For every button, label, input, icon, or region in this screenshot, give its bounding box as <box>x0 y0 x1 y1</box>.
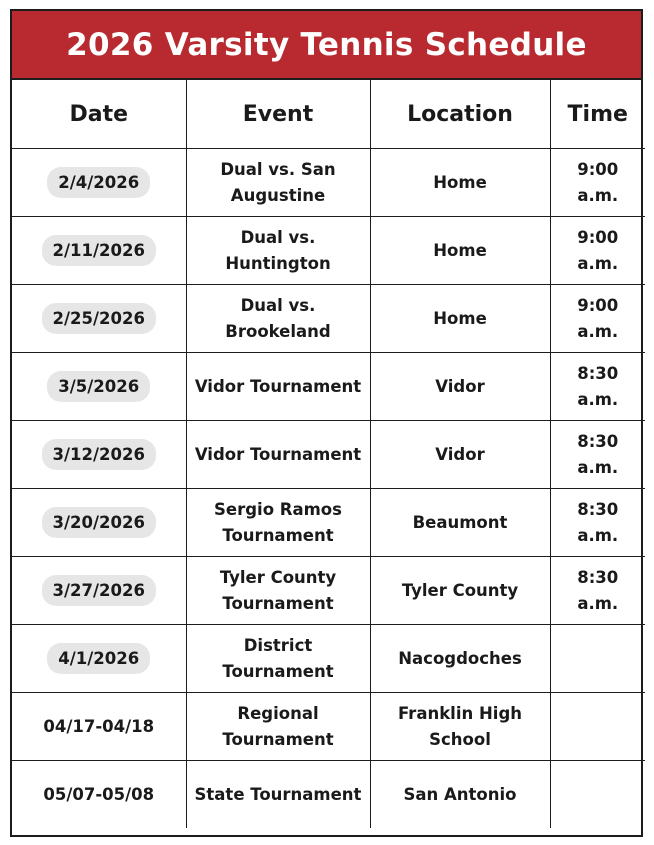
event-line: Vidor Tournament <box>194 376 362 396</box>
date-badge: 2/4/2026 <box>47 167 150 199</box>
location-line: School <box>429 729 491 749</box>
time-line: a.m. <box>577 253 619 273</box>
event-cell <box>186 149 370 217</box>
table-row <box>12 489 645 557</box>
table-row <box>12 421 645 489</box>
date-cell <box>12 149 186 217</box>
location-cell <box>370 761 550 829</box>
date-badge: 3/5/2026 <box>47 371 150 403</box>
table-row <box>12 625 645 693</box>
date-badge: 3/20/2026 <box>42 507 156 539</box>
time-cell <box>550 693 645 761</box>
location-text: San Antonio <box>403 784 517 804</box>
location-cell <box>370 489 550 557</box>
time-cell <box>550 285 645 353</box>
event-line: Dual vs. San <box>220 159 336 179</box>
date-badge: 2/11/2026 <box>42 235 156 267</box>
date-cell <box>12 693 186 761</box>
time-cell <box>550 489 645 557</box>
date-badge: 3/27/2026 <box>42 575 156 607</box>
location-line: Franklin High <box>397 703 523 723</box>
location-text: Home <box>433 172 487 192</box>
date-cell <box>12 557 186 625</box>
event-cell <box>186 217 370 285</box>
location-text: Vidor <box>435 444 485 464</box>
time-line: 9:00 <box>577 227 619 247</box>
location-cell <box>370 217 550 285</box>
schedule-title: 2026 Varsity Tennis Schedule <box>12 11 641 80</box>
event-line: Brookeland <box>225 321 331 341</box>
event-cell <box>186 693 370 761</box>
location-text: Beaumont <box>412 512 508 532</box>
time-cell <box>550 625 645 693</box>
event-line: Tournament <box>222 729 334 749</box>
event-cell <box>186 557 370 625</box>
time-cell <box>550 353 645 421</box>
time-line: 9:00 <box>577 295 619 315</box>
event-line: Vidor Tournament <box>194 444 362 464</box>
time-cell <box>550 421 645 489</box>
header-event: Event <box>186 80 370 149</box>
time-line: 8:30 a.m. <box>577 431 619 477</box>
time-line: 8:30 a.m. <box>577 363 619 409</box>
event-cell <box>186 285 370 353</box>
event-line: Tyler County <box>219 567 337 587</box>
event-line: District <box>243 635 313 655</box>
event-line: Regional <box>237 703 319 723</box>
event-line: Huntington <box>225 253 331 273</box>
location-text: Nacogdoches <box>398 648 522 668</box>
location-cell <box>370 353 550 421</box>
location-text: Tyler County <box>401 580 519 600</box>
event-line: Tournament <box>222 661 334 681</box>
time-line: 9:00 <box>577 159 619 179</box>
date-badge: 3/12/2026 <box>42 439 156 471</box>
table-row <box>12 353 645 421</box>
table-row <box>12 149 645 217</box>
time-line: a.m. <box>577 185 619 205</box>
date-cell <box>12 285 186 353</box>
time-line: a.m. <box>577 321 619 341</box>
schedule-table <box>12 80 645 828</box>
header-row <box>12 80 645 149</box>
location-text: Home <box>433 240 487 260</box>
time-cell <box>550 761 645 829</box>
table-row <box>12 761 645 829</box>
date-badge: 2/25/2026 <box>42 303 156 335</box>
schedule-sheet <box>10 9 643 837</box>
date-badge: 4/1/2026 <box>47 643 150 675</box>
date-text: 04/17-04/18 <box>43 716 155 736</box>
location-cell <box>370 693 550 761</box>
location-cell <box>370 625 550 693</box>
event-line: Augustine <box>230 185 326 205</box>
time-cell <box>550 149 645 217</box>
date-cell <box>12 353 186 421</box>
location-cell <box>370 421 550 489</box>
event-line: Sergio Ramos <box>214 499 342 519</box>
header-time: Time <box>550 80 645 149</box>
time-line: 8:30 a.m. <box>577 499 619 545</box>
date-cell <box>12 421 186 489</box>
header-location: Location <box>370 80 550 149</box>
header-date: Date <box>12 80 186 149</box>
location-text: Home <box>433 308 487 328</box>
date-cell <box>12 625 186 693</box>
event-line: Tournament <box>222 525 334 545</box>
event-cell <box>186 353 370 421</box>
event-cell <box>186 489 370 557</box>
event-line: Dual vs. <box>240 295 316 315</box>
table-row <box>12 693 645 761</box>
event-line: Dual vs. <box>240 227 316 247</box>
date-cell <box>12 217 186 285</box>
event-line: State Tournament <box>194 784 362 804</box>
event-cell <box>186 761 370 829</box>
date-cell <box>12 761 186 829</box>
time-line: 8:30 a.m. <box>577 567 619 613</box>
date-cell <box>12 489 186 557</box>
date-text: 05/07-05/08 <box>43 784 155 804</box>
table-row <box>12 285 645 353</box>
table-row <box>12 557 645 625</box>
event-line: Tournament <box>222 593 334 613</box>
location-cell <box>370 557 550 625</box>
location-cell <box>370 149 550 217</box>
event-cell <box>186 421 370 489</box>
location-text: Vidor <box>435 376 485 396</box>
table-row <box>12 217 645 285</box>
location-cell <box>370 285 550 353</box>
time-cell <box>550 557 645 625</box>
event-cell <box>186 625 370 693</box>
time-cell <box>550 217 645 285</box>
